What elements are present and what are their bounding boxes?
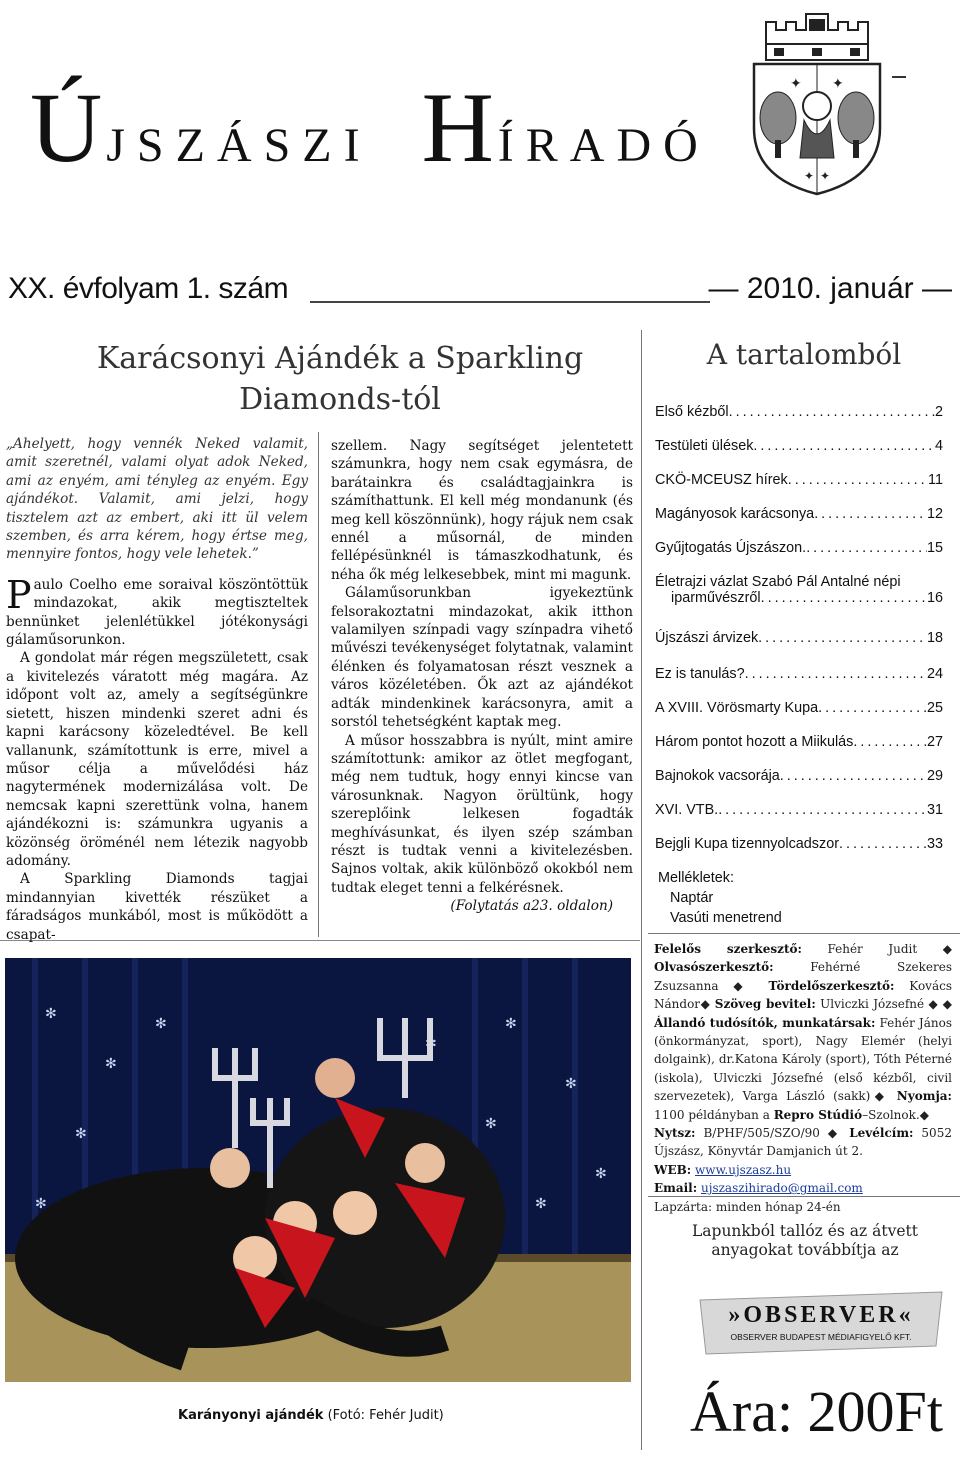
article-paragraph-6: A műsor hosszabbra is nyúlt, mint amire számítottunk: amikor az ötlet megfogant, még nem tudtuk, hogy ennyi kincse van városunknak. Nagyon örültünk, hogy szereplőink lelkesen fogadták meghívásunkat, és ilyen szép számban részt is tudtak venni a kivitelezésben. Sajnos voltak, akik különböző okokból nem tudtak eleget tenni a felkérésnek.: [331, 732, 633, 896]
observer-logo-main: »OBSERVER«: [728, 1302, 914, 1328]
issue-line: [0, 272, 960, 306]
diamond-icon: ◆: [827, 1126, 842, 1141]
svg-text:✻: ✻: [425, 1036, 437, 1052]
toc-item[interactable]: Gyűjtogatás Újszászon. . . . 15: [655, 540, 943, 556]
article-quote: „Ahelyett, hogy vennék Neked valamit, amit szeretnél, valami olyat adok Neked, ami az enyém, ami tényleg az enyém. Egy ajándékot. Valamit, ami jelzi, hogy tisztelem azt az embert, aki itt ül velem szemben, és arra kérem, hogy értse meg, mennyire fontos, hogy vele lehetek.”: [6, 436, 308, 563]
diamond-icon: ◆: [928, 997, 939, 1012]
toc-item[interactable]: Három pontot hozott a Miikulás . . . 27: [655, 734, 943, 750]
photo-caption: Karányonyi ajándék (Fotó: Fehér Judit): [178, 1408, 444, 1423]
toc-item[interactable]: Újszászi árvizek . . . 18: [655, 630, 943, 646]
imprint-rule: [648, 1196, 960, 1197]
diamond-icon: ◆: [942, 997, 952, 1012]
article-paragraph-5: Gálaműsorunkban igyekeztünk felsorakoztatni mindazokat, akik itthon valamilyen színpadi vagy színpadra vihető művészi tevékenységet folytatnak, valamint élénken és folyamatosan részt vesznek a város közéletében. Ők azt az ajándékot adták mindenkinek karácsonyra, amit a sorstól tehetségként kaptak meg.: [331, 585, 633, 731]
issue-volume: XX. évfolyam 1. szám: [8, 272, 289, 305]
svg-text:✻: ✻: [565, 1076, 577, 1092]
toc-title: A tartalomból: [706, 338, 902, 371]
toc-item[interactable]: Első kézből . . . 2: [655, 404, 943, 420]
svg-text:✻: ✻: [45, 1006, 57, 1022]
toc-item[interactable]: A XVIII. Vörösmarty Kupa . . . 25: [655, 700, 943, 716]
annex-title: Mellékletek:: [658, 870, 734, 886]
svg-text:✻: ✻: [35, 1196, 47, 1212]
toc-item[interactable]: Életrajzi vázlat Szabó Pál Antalné népi iparművészről . . . 16: [655, 574, 943, 606]
annex-item: Vasúti menetrend: [670, 910, 782, 926]
issue-rule: [310, 301, 710, 303]
website-link[interactable]: www.ujszasz.hu: [695, 1162, 792, 1177]
toc-item[interactable]: Bajnokok vacsorája . . . 29: [655, 768, 943, 784]
observer-logo-sub: OBSERVER BUDAPEST MÉDIAFIGYELŐ KFT.: [730, 1332, 912, 1342]
article-paragraph-1: Paulo Coelho eme soraival köszöntöttük mindazokat, akik megtiszteltek bennünket jelenlétükkel jótékonysági gálaműsorunkon.: [6, 572, 308, 649]
coat-of-arms-icon: [744, 8, 890, 198]
observer-text: Lapunkból tallóz és az átvett anyagokat továbbítja az: [691, 1222, 918, 1259]
toc-item[interactable]: XVI. VTB. . . . 31: [655, 802, 943, 818]
svg-text:✦: ✦: [804, 169, 815, 183]
drop-cap: P: [6, 572, 32, 617]
article-headline: Karácsonyi Ajándék a Sparkling Diamonds-tól: [96, 341, 584, 417]
svg-text:✦: ✦: [820, 169, 831, 183]
masthead-title: [30, 72, 750, 183]
svg-text:✦: ✦: [832, 76, 844, 92]
article-column-2: [331, 437, 633, 916]
masthead-word2: HÍRADÓ: [421, 72, 710, 183]
svg-text:✻: ✻: [595, 1166, 607, 1182]
diamond-icon: ◆: [942, 942, 952, 956]
masthead-word1: ÚJSZÁSZI: [30, 72, 372, 183]
toc-item[interactable]: Bejgli Kupa tizennyolcadszor . . . 33: [655, 836, 943, 852]
stage-photo: [5, 958, 631, 1382]
email-link[interactable]: ujszaszihirado@gmail.com: [701, 1181, 863, 1196]
diamond-icon: ◆: [919, 1107, 929, 1122]
continued-note: (Folytatás a23. oldalon): [450, 898, 613, 915]
article-paragraph-3: A Sparkling Diamonds tagjai mindannyian kivették részüket a fáradságos munkából, most is működött a csapat-: [6, 871, 308, 943]
diamond-icon: ◆: [700, 997, 711, 1012]
toc-item[interactable]: Ez is tanulás? . . . 24: [655, 666, 943, 682]
toc-item[interactable]: Testületi ülések . . . 4: [655, 438, 943, 454]
article-column-1: [6, 435, 308, 944]
annex-item: Naptár: [670, 890, 714, 906]
article-paragraph-4: szellem. Nagy segítséget jelentetett számunkra, hogy nem csak egymásra, de barátainkra és családtagjainkra is számíthattunk. El kell még mondanunk (és meg kell köszönnünk), hogy rájuk nem csak ennél a műsornál, de minden fellépésünknél is támaszkodhatunk, és néha ők még lelkesebbek, mint mi magunk.: [331, 438, 633, 583]
toc-item[interactable]: CKÖ-MCEUSZ hírek . . . 11: [655, 472, 943, 488]
column-rule-2: [641, 330, 642, 1450]
masthead: [30, 72, 750, 188]
imprint: Felelős szerkesztő: Fehér Judit ◆ Olvasószerkesztő: Fehérné Szekeres Zsuzsanna ◆ Tördelőszerkesztő: Kovács Nándor◆ Szöveg bevitel: Ulviczki Józsefné ◆ ◆ Állandó tudósítók, munkatársak: Fehér János (önkormányzat, sport), Nagy Elemér (helyi dolgaink), dr.Katona Károly (sport), Tóth Péterné (iskola), Ulviczki Józsefné (első kézből, civil szervezetek), Varga László (sakk)◆ Nyomja: 1100 példányban a Repro Stúdió–Szolnok.◆ Nytsz: B/PHF/505/SZO/90 ◆ Levélcím: 5052 Újszász, Könyvtár Damjanich út 2. WEB: www.ujszasz.hu Email: ujszaszihirado@gmail.com Lapzárta: minden hónap 24-én: [654, 942, 952, 1214]
column-rule-1: [318, 432, 319, 937]
issue-date: — 2010. január —: [708, 272, 952, 305]
svg-text:✻: ✻: [505, 1016, 517, 1032]
annex-list: [658, 868, 782, 928]
toc-bottom-rule: [648, 933, 960, 934]
svg-text:✻: ✻: [105, 1056, 117, 1072]
observer-logo: [696, 1288, 946, 1368]
svg-text:✻: ✻: [155, 1016, 167, 1032]
svg-text:✻: ✻: [75, 1126, 87, 1142]
crest-dash: [892, 76, 906, 78]
svg-text:✻: ✻: [535, 1196, 547, 1212]
diamond-icon: ◆: [870, 1089, 889, 1104]
svg-text:✻: ✻: [485, 1116, 497, 1132]
price: Ára: 200Ft: [690, 1379, 943, 1444]
toc-item[interactable]: Magányosok karácsonya . . . 12: [655, 506, 943, 522]
diamond-icon: ◆: [733, 978, 754, 993]
svg-text:✦: ✦: [790, 76, 802, 92]
article-paragraph-2: A gondolat már régen megszületett, csak a kivitelezés váratott még magára. Az időpont volt az, amely a segítségünkre sietett, hiszen mindenki szeret adni és kapni karácsony közeledtével. Be kell vallanunk, számítottunk is erre, mivel a műsor célja a művelődési ház nagytermének modernizálása volt. De nemcsak kapni szerettünk volna, hanem ajándékozni is: számunkra ugyanis a közönség öröménél nem létezik nagyobb adomány.: [6, 650, 308, 869]
